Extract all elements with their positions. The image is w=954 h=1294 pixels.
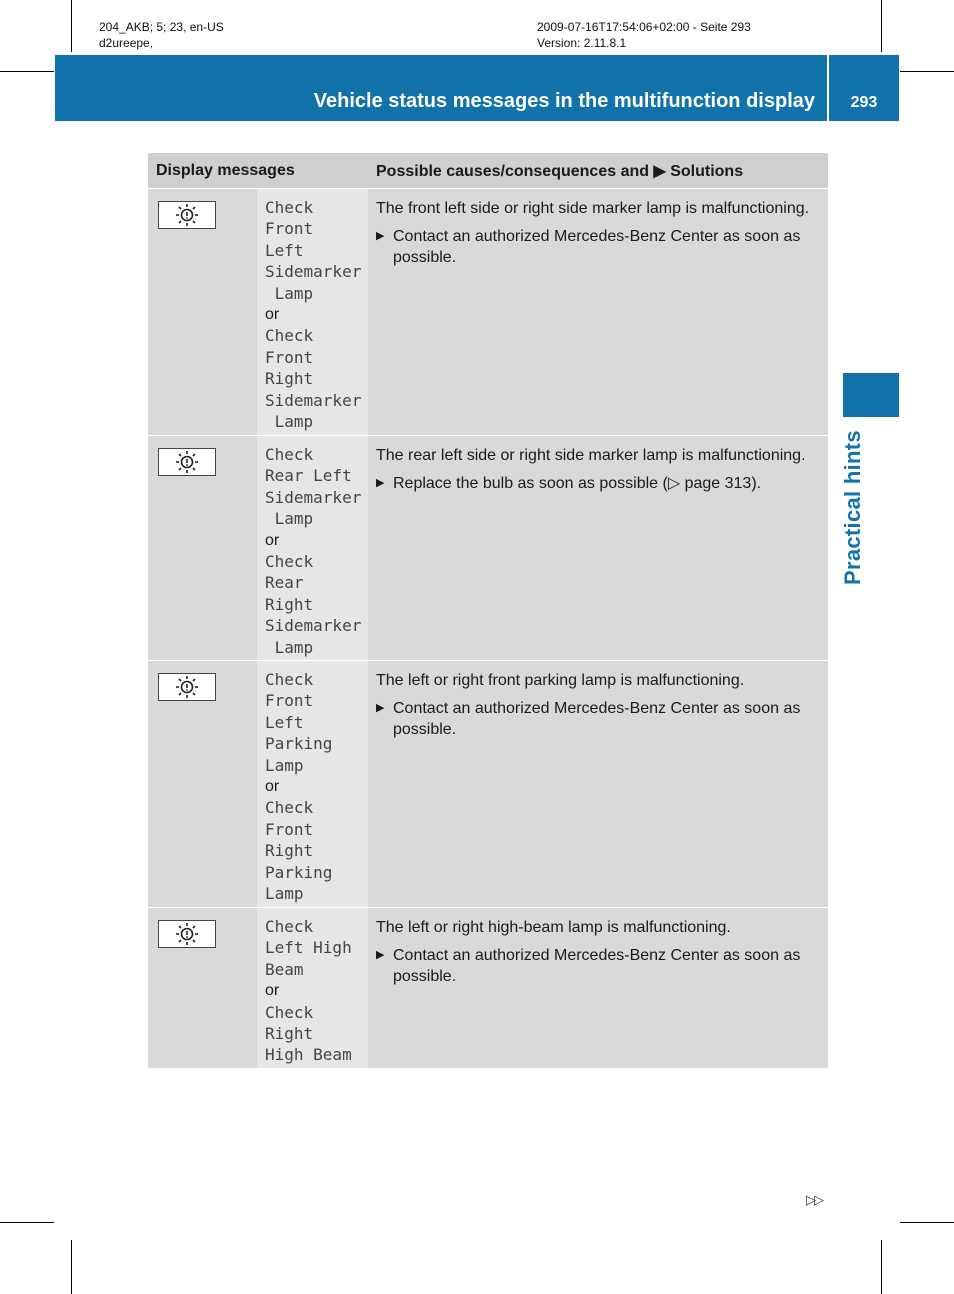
table-row	[148, 436, 828, 661]
display-message-text: Lamp	[265, 412, 314, 432]
display-message-text: Lamp	[265, 637, 314, 657]
display-message-text: Parking	[265, 862, 333, 882]
crop-mark	[900, 1222, 954, 1223]
table-row	[148, 908, 828, 1069]
display-message-cell	[257, 908, 368, 1069]
crop-mark	[900, 71, 954, 72]
lamp-indicator-box	[158, 201, 216, 229]
cause-solution-cell	[368, 436, 828, 661]
cause-text: The left or right high-beam lamp is malfunctioning.	[376, 919, 731, 936]
lamp-warning-icon	[170, 675, 204, 699]
crop-mark	[71, 0, 72, 52]
solution-step	[376, 945, 822, 988]
display-message-text: Check	[265, 798, 314, 818]
display-message-text: Right	[265, 369, 314, 389]
display-message-text: Rear Left	[265, 466, 352, 486]
meta-line: d2ureepe,	[99, 36, 154, 50]
or-separator: or	[265, 306, 280, 324]
cause-text: The front left side or right side marker lamp is malfunctioning.	[376, 200, 810, 217]
meta-line: 2009-07-16T17:54:06+02:00 - Seite 293	[537, 20, 751, 34]
icon-cell	[148, 436, 257, 661]
display-message-text: Left High	[265, 938, 352, 958]
solution-step	[376, 226, 822, 269]
or-separator: or	[265, 778, 280, 796]
display-message-text: Rear	[265, 573, 304, 593]
lamp-indicator-box	[158, 673, 216, 701]
display-message-text: Check	[265, 198, 314, 217]
bullet-arrow-icon: ▶	[376, 229, 385, 242]
solution-text: Replace the bulb as soon as possible (▷ page 313).	[393, 474, 762, 492]
solution-step	[376, 698, 822, 741]
print-meta-right	[537, 19, 751, 51]
display-message-text: Front	[265, 347, 314, 367]
display-message-text: Lamp	[265, 509, 314, 529]
display-message-text: Lamp	[265, 884, 304, 904]
meta-line: 204_AKB; 5; 23, en-US	[99, 20, 224, 34]
cause-solution-cell	[368, 908, 828, 1069]
display-message-text: Left	[265, 712, 304, 732]
display-message-text: Right	[265, 1024, 314, 1044]
bullet-arrow-icon: ▶	[376, 948, 385, 961]
display-message-text: High Beam	[265, 1045, 352, 1065]
display-message-text: Sidemarker	[265, 262, 362, 282]
or-separator: or	[265, 982, 280, 1000]
display-message-text: Parking	[265, 734, 333, 754]
print-meta-left	[99, 19, 224, 51]
display-message-text: Check	[265, 670, 314, 689]
display-message-text: Check	[265, 445, 314, 464]
section-title: Vehicle status messages in the multifunction display	[313, 90, 815, 112]
display-message-text: Front	[265, 691, 314, 711]
cause-solution-cell	[368, 661, 828, 908]
lamp-warning-icon	[170, 922, 204, 946]
lamp-warning-icon	[170, 450, 204, 474]
cause-text: The left or right front parking lamp is malfunctioning.	[376, 672, 745, 689]
lamp-warning-icon	[170, 203, 204, 227]
section-header-bar	[55, 55, 899, 121]
solution-step	[376, 473, 822, 495]
display-message-text: Lamp	[265, 283, 314, 303]
meta-line: Version: 2.11.8.1	[537, 36, 627, 50]
chapter-tab	[843, 373, 899, 417]
crop-mark	[71, 1240, 72, 1294]
table-header-row	[148, 153, 828, 189]
or-separator: or	[265, 531, 280, 549]
messages-table	[148, 153, 828, 1069]
crop-mark	[0, 71, 54, 72]
solution-text: Contact an authorized Mercedes-Benz Center as soon as possible.	[393, 946, 801, 985]
display-message-text: Left	[265, 240, 304, 260]
chapter-label: Practical hints	[840, 430, 865, 585]
display-message-text: Front	[265, 219, 314, 239]
table-row	[148, 189, 828, 436]
display-message-text: Sidemarker	[265, 487, 362, 507]
display-message-text: Right	[265, 594, 314, 614]
display-message-text: Lamp	[265, 755, 304, 775]
icon-cell	[148, 661, 257, 908]
display-message-text: Check	[265, 552, 314, 572]
page-number: 293	[850, 94, 878, 111]
display-message-text: Sidemarker	[265, 616, 362, 636]
display-message-cell	[257, 661, 368, 908]
crop-mark	[881, 1240, 882, 1294]
bullet-arrow-icon: ▶	[376, 476, 385, 489]
continued-marker: ▷▷	[806, 1192, 822, 1207]
display-message-cell	[257, 436, 368, 661]
table-row	[148, 661, 828, 908]
cause-solution-cell	[368, 189, 828, 436]
lamp-indicator-box	[158, 920, 216, 948]
crop-mark	[0, 1222, 54, 1223]
solution-text: Contact an authorized Mercedes-Benz Center as soon as possible.	[393, 699, 801, 738]
display-message-text: Check	[265, 917, 314, 936]
display-message-cell	[257, 189, 368, 436]
display-message-text: Check	[265, 1002, 314, 1022]
bullet-arrow-icon: ▶	[376, 701, 385, 714]
display-message-text: Right	[265, 841, 314, 861]
display-message-text: Sidemarker	[265, 390, 362, 410]
column-header-display-messages: Display messages	[148, 153, 368, 189]
display-message-text: Beam	[265, 959, 304, 979]
crop-mark	[881, 0, 882, 52]
solution-text: Contact an authorized Mercedes-Benz Center as soon as possible.	[393, 227, 801, 266]
icon-cell	[148, 908, 257, 1069]
cause-text: The rear left side or right side marker lamp is malfunctioning.	[376, 447, 806, 464]
icon-cell	[148, 189, 257, 436]
lamp-indicator-box	[158, 448, 216, 476]
display-message-text: Front	[265, 819, 314, 839]
display-message-text: Check	[265, 326, 314, 346]
column-header-causes: Possible causes/consequences and ▶ Solutions	[368, 153, 828, 189]
